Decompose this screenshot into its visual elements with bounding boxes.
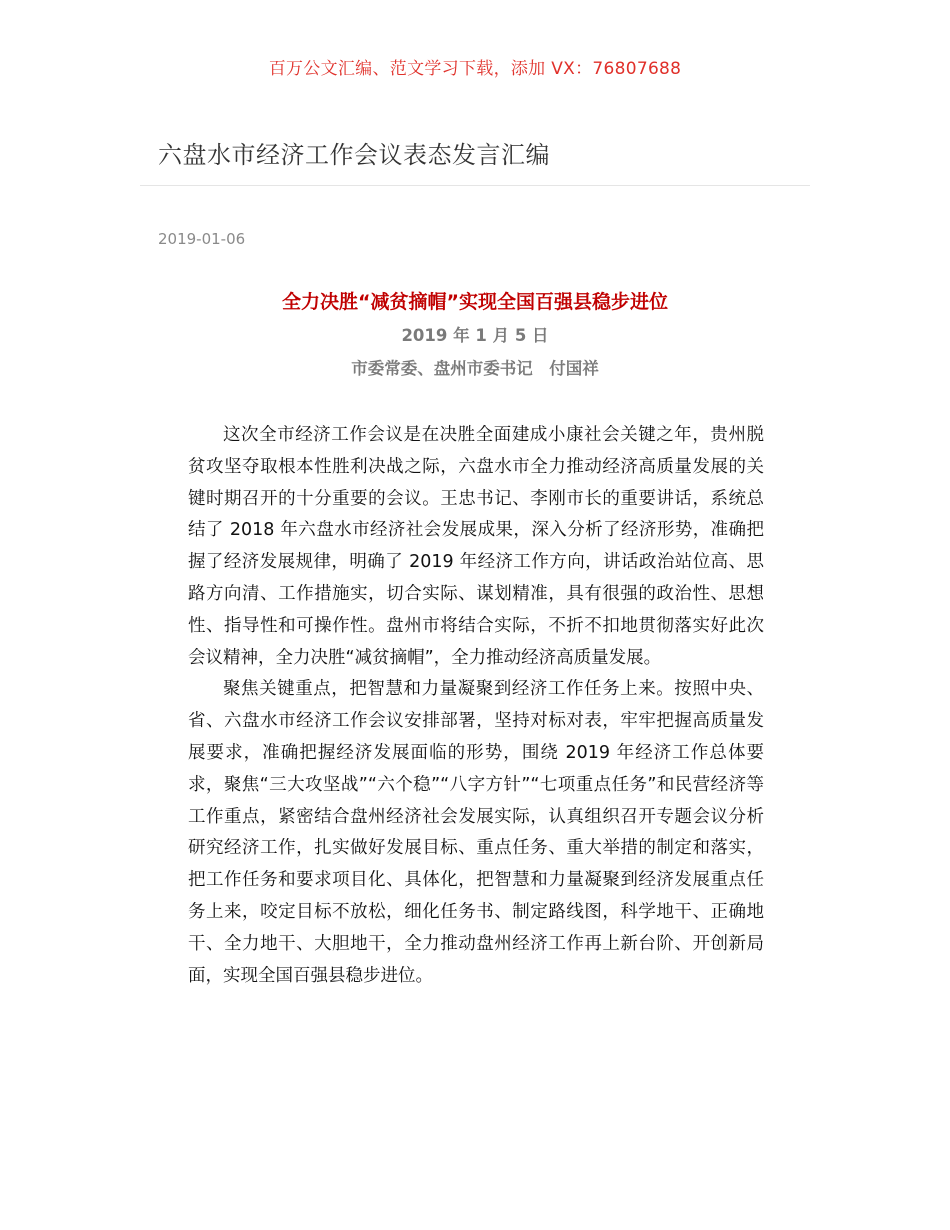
page-title: 六盘水市经济工作会议表态发言汇编 [158, 141, 550, 169]
article-date: 2019 年 1 月 5 日 [401, 326, 549, 345]
article-paragraph: 聚焦关键重点，把智慧和力量凝聚到经济工作任务上来。按照中央、省、六盘水市经济工作会议安排部署，坚持对标对表，牢牢把握高质量发展要求，准确把握经济发展面临的形势，围绕 2019 年经济工作总体要求，聚焦“三大攻坚战”“六个稳”“八字方针”“七项重点任务”和民营经济等工作重点，紧密结合盘州经济社会发展实际，认真组织召开专题会议分析研究经济工作，扎实做好发展目标、重点任务、重大举措的制定和落实，把工作任务和要求项目化、具体化，把智慧和力量凝聚到经济发展重点任务上来，咬定目标不放松，细化任务书、制定路线图，科学地干、正确地干、全力地干、大胆地干，全力推动盘州经济工作再上新台阶、开创新局面，实现全国百强县稳步进位。 [188, 679, 764, 986]
article-headline: 全力决胜“减贫摘帽”实现全国百强县稳步进位 [282, 291, 668, 313]
promo-banner: 百万公文汇编、范文学习下载，添加 VX：76807688 [268, 59, 682, 79]
article-body [188, 420, 764, 992]
post-date: 2019-01-06 [158, 230, 246, 248]
title-divider [140, 185, 810, 186]
article-byline: 市委常委、盘州市委书记 付国祥 [351, 359, 599, 378]
article-paragraph: 这次全市经济工作会议是在决胜全面建成小康社会关键之年，贵州脱贫攻坚夺取根本性胜利决战之际，六盘水市全力推动经济高质量发展的关键时期召开的十分重要的会议。王忠书记、李刚市长的重要讲话，系统总结了 2018 年六盘水市经济社会发展成果，深入分析了经济形势，准确把握了经济发展规律，明确了 2019 年经济工作方向，讲话政治站位高、思路方向清、工作措施实，切合实际、谋划精准，具有很强的政治性、思想性、指导性和可操作性。盘州市将结合实际，不折不扣地贯彻落实好此次会议精神，全力决胜“减贫摘帽”，全力推动经济高质量发展。 [188, 425, 764, 668]
